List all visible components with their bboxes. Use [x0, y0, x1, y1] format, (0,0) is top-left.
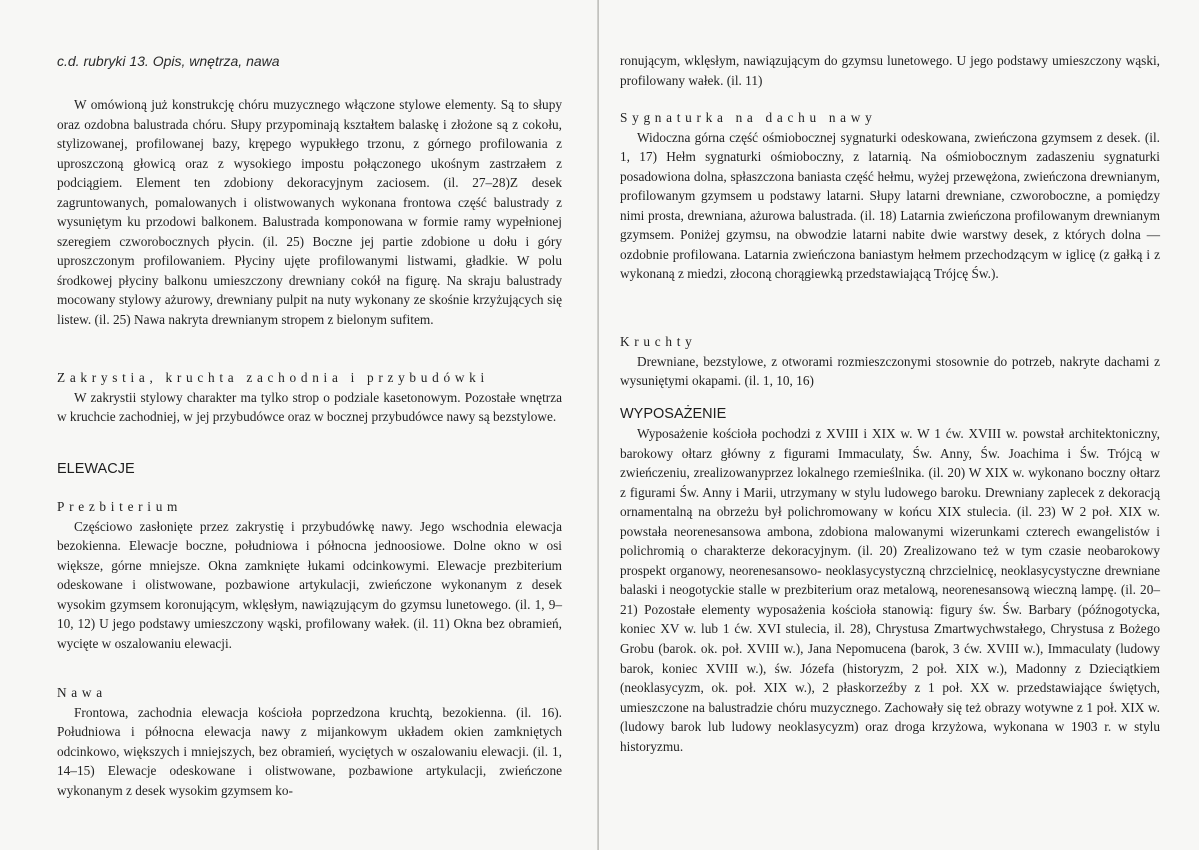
running-header: c.d. rubryki 13. Opis, wnętrza, nawa — [57, 53, 280, 69]
zakrystia-heading: Zakrystia, kruchta zachodnia i przybudówki — [57, 370, 489, 385]
kruchty-section — [620, 332, 1160, 391]
sygnaturka-text: Widoczna górna część ośmiobocznej sygnaturki odeskowana, zwieńczona gzymsem z desek. (il. 1, 17) Hełm sygnaturki ośmioboczny, z latarnią. Na ośmiobocznym zadaszeniu sygnaturki posadowiona dolna, spłaszczona baniasta część hełmu, wyżej przewężona, zwieńczona drewnianym, profilowanym gzymsem u podstawy latarni. Słupy latarni drewniane, czworoboczne, a pomiędzy nimi prosta, drewniana, ażurowa balustrada. (il. 18) Latarnia zwieńczona profilowanym drewnianym gzymsem. Poniżej gzymsu, na obwodzie latarni nabite dwie warstwy desek, z których dolna — ozdobnie profilowana. Latarnia zwieńczona baniastym hełmem przechodzącym w iglicę (z gałką i z wykonaną z miedzi, złoconą chorągiewką przedstawiającą Trójcę Św.). — [620, 129, 1160, 282]
right-page — [599, 0, 1199, 850]
wyposazenie-text: Wyposażenie kościoła pochodzi z XVIII i XIX w. W 1 ćw. XVIII w. powstał architektoniczny, barokowy ołtarz główny z figurami Immaculaty, Św. Anny, Św. Joachima i Św. Trójcą w zwieńczeniu, zrealizowanyprzez lokalnego rzemieślnika. (il. 20) W XIX w. wykonano boczny ołtarz z figurami Św. Anny i Marii, utrzymany w stylu ludowego baroku. Drewniany zaplecek z dekoracją ornamentalną na obrzeżu był polichromowany w końcu XIX stulecia. (il. 23) W 2 poł. XIX w. powstała neorenesansowa ambona, zdobiona malowanymi wizerunkami czterech ewangelistów i polichromią o charakterze dekoracyjnym. (il. 20) Zrealizowano też w tym czasie neobarokowy prospekt organowy, neorenesansowo- neoklasycystyczną chrzcielnicę, neoklasycystyczne drewniane balaski i neogotyckie stalle w prezbiterium oraz metalową, neorenesansową wieczną lampę. (il. 20–21) Pozostałe elementy wyposażenia kościoła stanowią: figury św. Św. Barbary (późnogotycka, koniec XV w. lub 1 ćw. XVI stulecia, il. 28), Chrystusa Zmartwychwstałego, Chrystusa z Bożego Grobu (barok. ok. poł. XVIII w.), Jana Nepomucena (barok, 3 ćw. XVIII w.), Immaculaty (ludowy barok, koniec XVIII w.), św. Józefa (historyzm, 2 poł. XIX w.), Madonny z Dzieciątkiem (neoklasycyzm, ok. poł. XIX w.), 2 płaskorzeźby z 1 poł. XX w. przedstawiające świętych, umieszczone na balustradzie chóru muzycznego. Zachowały się też obrazy wotywne z 1 poł. XIX w. (ludowy barok lub ludowy neoklasycyzm) oraz droga krzyżowa, wykonana w 1903 r. w stylu historyzmu. — [620, 426, 1160, 754]
wyposazenie-heading: WYPOSAŻENIE — [620, 406, 727, 422]
prezbiterium-section — [57, 497, 562, 653]
prezbiterium-heading: Prezbiterium — [57, 499, 183, 514]
nawa-heading: Nawa — [57, 685, 107, 700]
elewacje-heading: ELEWACJE — [57, 461, 135, 477]
left-page — [0, 0, 598, 850]
nawa-section — [57, 683, 562, 800]
nawa-text: Frontowa, zachodnia elewacja kościoła poprzedzona kruchtą, bezokienna. (il. 16). Południowa i północna elewacja nawy z mijankowym układem okien zamkniętych odcinkowo, większych i mniejszych, bez obramień, wyciętych w oszalowaniu elewacji. (il. 1, 14–15) Elewacje odeskowane i olistwowane, pozbawione artykulacji, zwieńczone wykonanym z desek wysokim gzymsem ko- — [57, 704, 562, 798]
intro-text: W omówioną już konstrukcję chóru muzycznego włączone stylowe elementy. Są to słupy oraz ozdobna balustrada chóru. Słupy przypominają kształtem balaskę i złożone są z cokołu, stylizowanej, profilowanej bazy, krępego wypukłego trzonu, z górnego profilowania z uproszczoną głowicą oraz z wysokiego impostu połączonego ukośnym zastrzałem z podciągiem. Element ten zdobiony dekoracyjnym zaciosem. (il. 27–28)Z desek zagruntowanych, pomalowanych i olistwowanych wykonana frontowa część balustrady z wysuniętym ku przodowi balkonem. Balustrada komponowana w formie ramy wypełnionej szeregiem czworobocznych płycin. (il. 25) Boczne jej partie zdobione u dołu i góry uproszczonym profilowaniem. Płyciny ujęte profilowanymi listwami, gładkie. W polu środkowej płyciny balkonu umieszczony drewniany cokół na figurę. Na skraju balustrady mocowany stylowy ażurowy, drewniany pulpit na nuty wykonany ze skośnie krzyżujących się listew. (il. 25) Nawa nakryta drewnianym stropem z bielonym sufitem. — [57, 97, 562, 328]
zakrystia-text: W zakrystii stylowy charakter ma tylko strop o podziale kasetonowym. Pozostałe wnętrza w kruchcie zachodniej, w jej przybudówce oraz w bocznej przybudówce nawy są bezstylowe. — [57, 389, 562, 425]
continuation-text: ronującym, wklęsłym, nawiązującym do gzymsu lunetowego. U jego podstawy umieszczony wąski, profilowany wałek. (il. 11) — [620, 53, 1160, 88]
kruchty-heading: Kruchty — [620, 334, 697, 349]
wyposazenie-section — [620, 404, 1160, 756]
sygnaturka-section — [620, 108, 1160, 284]
continuation-paragraph — [620, 51, 1160, 90]
prezbiterium-text: Częściowo zasłonięte przez zakrystię i przybudówkę nawy. Jego wschodnia elewacja bezokienna. Elewacje boczne, południowa i północna jednoosiowe. Dolne okno w osi większe, górne mniejsze. Okna zamknięte łukami odcinkowymi. Elewacje prezbiterium odeskowane i olistwowane, pozbawione artykulacji, zwieńczone wykonanym z desek wysokim gzymsem koronującym, wklęsłym, nawiązującym do gzymsu lunetowego. (il. 1, 9–10, 12) U jego podstawy umieszczony wąski, profilowany wałek. (il. 11) Okna bez obramień, wycięte w oszalowaniu elewacji. — [57, 518, 562, 651]
kruchty-text: Drewniane, bezstylowe, z otworami rozmieszczonymi stosownie do potrzeb, nakryte dachami z wysuniętymi okapami. (il. 1, 10, 16) — [620, 353, 1160, 389]
zakrystia-section — [57, 368, 562, 427]
intro-paragraph — [57, 95, 562, 330]
sygnaturka-heading: Sygnaturka na dachu nawy — [620, 110, 877, 125]
elewacje-section — [57, 459, 562, 479]
